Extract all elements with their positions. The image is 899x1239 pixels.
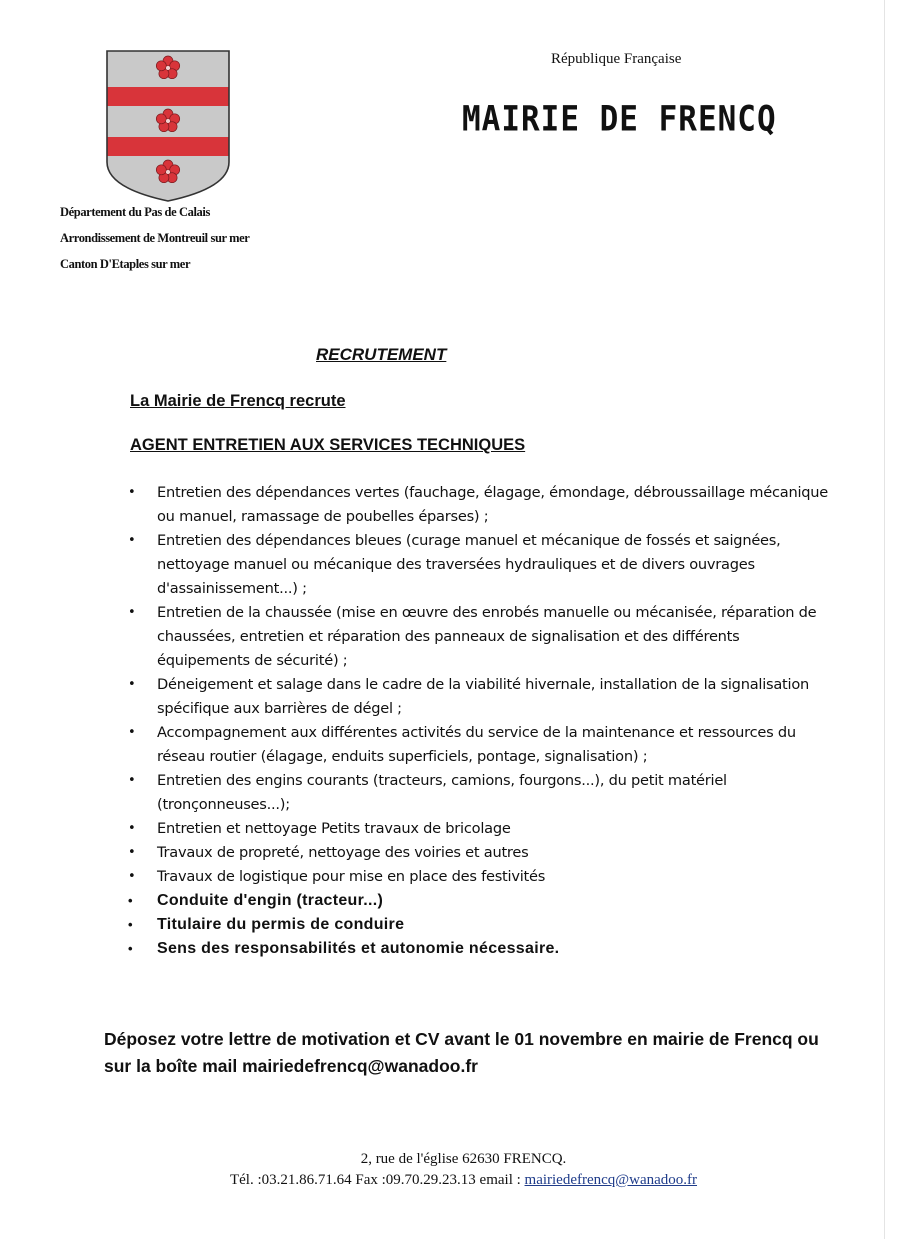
canton-line: Canton D'Etaples sur mer [60, 257, 191, 271]
footer-phone-fax: Tél. :03.21.86.71.64 Fax :09.70.29.23.13 email : [229, 1172, 521, 1188]
duty-item: • Entretien des dépendances vertes (fauchage, élagage, émondage, débroussaillage mécanique ou manuel, ramassage de poubelles éparses) ; [128, 481, 828, 529]
coat-of-arms-icon [106, 50, 230, 202]
footer-address: 2, rue de l'église 62630 FRENCQ. [360, 1151, 567, 1167]
recruitment-heading: RECRUTEMENT [316, 345, 447, 364]
page-edge [884, 0, 885, 1239]
duties-list [128, 481, 828, 961]
requirement-item: • Sens des responsabilités et autonomie nécessaire. [128, 937, 828, 961]
footer-email-link[interactable]: mairiedefrencq@wanadoo.fr [524, 1172, 698, 1188]
department-line: Département du Pas de Calais [60, 205, 210, 219]
duty-item: • Entretien des engins courants (tracteurs, camions, fourgons...), du petit matériel (tronçonneuses...); [128, 769, 828, 817]
country-label: République Française [551, 51, 682, 67]
footer-contact [0, 1172, 899, 1189]
intro-line: La Mairie de Frencq recrute [130, 392, 346, 410]
duty-item: • Entretien des dépendances bleues (curage manuel et mécanique de fossés et saignées, nettoyage manuel ou mécanique des traversées hydrauliques et de divers ouvrages d'assainissement...) ; [128, 529, 828, 601]
job-title: AGENT ENTRETIEN AUX SERVICES TECHNIQUES [130, 436, 526, 454]
duty-item: • Accompagnement aux différentes activités du service de la maintenance et ressources du réseau routier (élagage, enduits superficiels, pontage, signalisation) ; [128, 721, 828, 769]
duty-item: • Déneigement et salage dans le cadre de la viabilité hivernale, installation de la signalisation spécifique aux barrières de dégel ; [128, 673, 828, 721]
application-instructions: Déposez votre lettre de motivation et CV avant le 01 novembre en mairie de Frencq ou sur la boîte mail mairiedefrencq@wanadoo.fr [104, 1029, 819, 1076]
duty-item: • Travaux de logistique pour mise en place des festivités [128, 865, 828, 889]
duty-item: • Entretien de la chaussée (mise en œuvre des enrobés manuelle ou mécanisée, réparation de chaussées, entretien et réparation des panneaux de signalisation et des différents équipements de sécurité) ; [128, 601, 828, 673]
arrondissement-line: Arrondissement de Montreuil sur mer [60, 231, 250, 245]
requirement-item: • Conduite d'engin (tracteur...) [128, 889, 828, 913]
requirement-item: • Titulaire du permis de conduire [128, 913, 828, 937]
page-title: MAIRIE DE FRENCQ [462, 99, 777, 140]
duty-item: • Entretien et nettoyage Petits travaux de bricolage [128, 817, 828, 841]
duty-item: • Travaux de propreté, nettoyage des voiries et autres [128, 841, 828, 865]
